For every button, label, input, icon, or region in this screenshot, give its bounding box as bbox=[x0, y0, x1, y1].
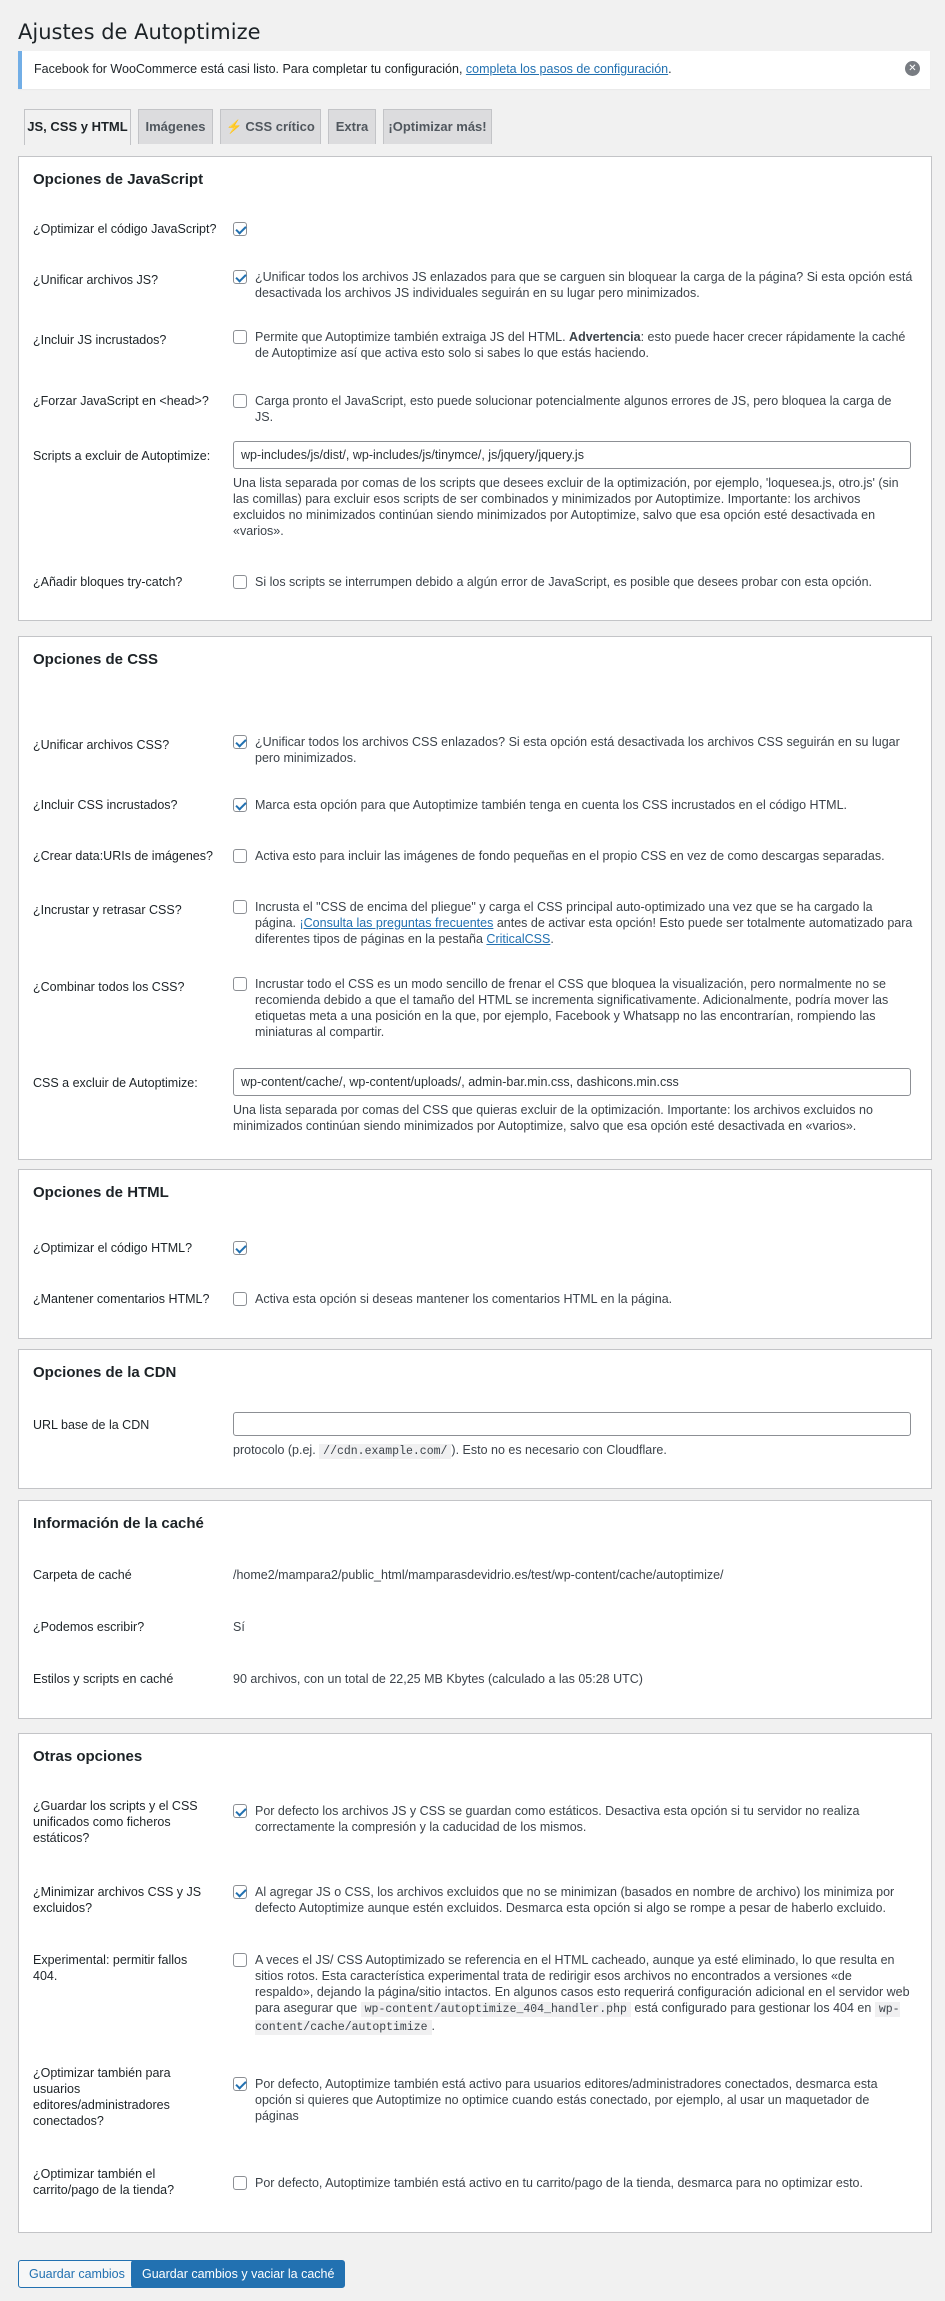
other-minexcl-desc: Al agregar JS o CSS, los archivos excluidos que no se minimizan (basados en nombre de archivo) los minimiza por defecto Autoptimize aunque estén excluidos. Desmarca esta opción si algo se rompe a pesar de haberlo excluido. bbox=[255, 1885, 895, 1915]
other-logged-checkbox[interactable] bbox=[233, 2077, 247, 2091]
css-defer-checkbox[interactable] bbox=[233, 900, 247, 914]
css-defer-desc-b: antes de activar esta opción! Esto puede ser totalmente automatizado para diferentes tipos de páginas en la pestaña bbox=[255, 916, 913, 946]
js-trycatch-label: ¿Añadir bloques try-catch? bbox=[33, 575, 183, 589]
js-exclude-input[interactable]: wp-includes/js/dist/, wp-includes/js/tinymce/, js/jquery/jquery.js bbox=[233, 441, 911, 469]
faq-link[interactable]: ¡Consulta las preguntas frecuentes bbox=[299, 916, 494, 930]
css-defer-desc bbox=[255, 899, 913, 947]
js-optimize-checkbox[interactable] bbox=[233, 222, 247, 236]
css-exclude-label: CSS a excluir de Autoptimize: bbox=[33, 1076, 198, 1090]
js-inline-label: ¿Incluir JS incrustados? bbox=[33, 333, 167, 347]
css-datauris-checkbox[interactable] bbox=[233, 849, 247, 863]
cache-writable-value: Sí bbox=[233, 1620, 245, 1634]
html-options-title: Opciones de HTML bbox=[33, 1184, 169, 1201]
tab-images[interactable]: Imágenes bbox=[138, 109, 213, 144]
tab-critical-css-label: CSS crítico bbox=[245, 119, 315, 134]
cache-writable-label: ¿Podemos escribir? bbox=[33, 1620, 145, 1634]
page-title: Ajustes de Autoptimize bbox=[18, 20, 261, 44]
other-logged-label: ¿Optimizar también para usuarios editores/administradores conectados? bbox=[33, 2066, 171, 2128]
js-inline-checkbox[interactable] bbox=[233, 330, 247, 344]
other-fallback-desc bbox=[255, 1952, 913, 2036]
tab-critical-css[interactable] bbox=[220, 109, 321, 144]
js-forcehead-desc: Carga pronto el JavaScript, esto puede solucionar potencialmente algunos errores de JS, pero bloquea la carga de JS. bbox=[255, 394, 892, 424]
js-forcehead-label: ¿Forzar JavaScript en <head>? bbox=[33, 394, 209, 408]
other-static-desc: Por defecto los archivos JS y CSS se guardan como estáticos. Desactiva esta opción si tu servidor no realiza correctamente la compresión y la caducidad de los mismos. bbox=[255, 1804, 860, 1834]
html-comments-label: ¿Mantener comentarios HTML? bbox=[33, 1292, 210, 1306]
css-exclude-input[interactable]: wp-content/cache/, wp-content/uploads/, admin-bar.min.css, dashicons.min.css bbox=[233, 1068, 911, 1096]
js-forcehead-checkbox[interactable] bbox=[233, 394, 247, 408]
html-optimize-checkbox[interactable] bbox=[233, 1241, 247, 1255]
js-exclude-help: Una lista separada por comas de los scripts que desees excluir de la optimización, por ejemplo, 'loquesea.js, otro.js' (sin las comillas) para excluir esos scripts de ser combinados y minimizados por Autoptimize. Importante: los archivos excluidos no minimizados continúan siendo minimizados por Autoptimize, salvo que esa opción esté desactivada en «varios». bbox=[233, 476, 899, 538]
save-clear-cache-button[interactable]: Guardar cambios y vaciar la caché bbox=[131, 2260, 345, 2288]
other-fallback-code1: wp-content/autoptimize_404_handler.php bbox=[361, 2002, 631, 2017]
cdn-help-b: ). Esto no es necesario con Cloudflare. bbox=[451, 1443, 667, 1457]
other-fallback-checkbox[interactable] bbox=[233, 1953, 247, 1967]
js-trycatch-desc: Si los scripts se interrumpen debido a algún error de JavaScript, es posible que desees probar con esta opción. bbox=[255, 575, 873, 589]
cdn-url-input[interactable] bbox=[233, 1412, 911, 1436]
cache-info-title: Información de la caché bbox=[33, 1515, 204, 1532]
css-defer-desc-a: Incrusta el "CSS de encima del pliegue" y carga el CSS principal auto-optimizado una vez que se ha cargado la página. bbox=[255, 900, 873, 930]
css-options-panel bbox=[18, 636, 932, 1160]
criticalcss-link[interactable]: CriticalCSS bbox=[486, 932, 551, 946]
other-fallback-desc-a: A veces el JS/ CSS Autoptimizado se referencia en el HTML cacheado, aunque ya esté eliminado, lo que resulta en sitios rotos. Esta característica experimental trata de redirigir esos archivos no encontrados a versiones «de respaldo», dejando la página/sitio intactos. En algunos casos esto requerirá configuración adicional en el servidor web para asegurar que bbox=[255, 1953, 910, 2015]
html-optimize-label: ¿Optimizar el código HTML? bbox=[33, 1241, 193, 1255]
other-fallback-label: Experimental: permitir fallos 404. bbox=[33, 1953, 188, 1983]
bolt-icon: ⚡ bbox=[226, 119, 243, 134]
js-options-panel bbox=[18, 156, 932, 621]
css-exclude-help: Una lista separada por comas del CSS que quieras excluir de la optimización. Importante: los archivos excluidos no minimizados continúan siendo minimizados por Autoptimize, salvo que esa opción esté desactivada en «varios». bbox=[233, 1103, 873, 1133]
other-cart-label: ¿Optimizar también el carrito/pago de la tienda? bbox=[33, 2167, 175, 2197]
cdn-options-panel bbox=[18, 1349, 932, 1489]
js-options-title: Opciones de JavaScript bbox=[33, 171, 204, 188]
notice-end: . bbox=[668, 62, 672, 76]
css-aggregate-desc: ¿Unificar todos los archivos CSS enlazados? Si esta opción está desactivada los archivos CSS seguirán en su lugar pero minimizados. bbox=[255, 735, 900, 765]
other-options-title: Otras opciones bbox=[33, 1748, 143, 1765]
html-options-panel bbox=[18, 1169, 932, 1339]
css-datauris-desc: Activa esto para incluir las imágenes de fondo pequeñas en el propio CSS en vez de como descargas separadas. bbox=[255, 849, 885, 863]
js-exclude-label: Scripts a excluir de Autoptimize: bbox=[33, 449, 211, 463]
cache-folder-label: Carpeta de caché bbox=[33, 1568, 132, 1582]
other-fallback-desc-b: está configurado para gestionar los 404 en bbox=[630, 2001, 875, 2015]
js-inline-desc-c: : esto puede hacer crecer rápidamente la caché de Autoptimize así que activa esto solo si sabes lo que estás haciendo. bbox=[255, 330, 906, 360]
other-logged-desc: Por defecto, Autoptimize también está activo para usuarios editores/administradores conectados, desmarca esta opción si quieres que Autoptimize no optimice cuando estás conectado, por ejemplo, al usar un maquetador de páginas bbox=[255, 2077, 878, 2123]
css-inlineall-checkbox[interactable] bbox=[233, 977, 247, 991]
other-cart-checkbox[interactable] bbox=[233, 2176, 247, 2190]
css-aggregate-checkbox[interactable] bbox=[233, 735, 247, 749]
cache-info-panel bbox=[18, 1500, 932, 1719]
css-inline-label: ¿Incluir CSS incrustados? bbox=[33, 798, 178, 812]
other-cart-desc: Por defecto, Autoptimize también está activo en tu carrito/pago de la tienda, desmarca para no optimizar esto. bbox=[255, 2176, 863, 2190]
css-defer-desc-c: . bbox=[550, 932, 554, 946]
css-inline-desc: Marca esta opción para que Autoptimize también tenga en cuenta los CSS incrustados en el código HTML. bbox=[255, 798, 848, 812]
cdn-url-label: URL base de la CDN bbox=[33, 1418, 150, 1432]
html-comments-checkbox[interactable] bbox=[233, 1292, 247, 1306]
css-inlineall-label: ¿Combinar todos los CSS? bbox=[33, 980, 185, 994]
js-inline-desc-a: Permite que Autoptimize también extraiga JS del HTML. bbox=[255, 330, 570, 344]
css-aggregate-label: ¿Unificar archivos CSS? bbox=[33, 738, 170, 752]
tab-js-css-html[interactable]: JS, CSS y HTML bbox=[24, 109, 131, 145]
cdn-help-a: protocolo (p.ej. bbox=[233, 1443, 320, 1457]
css-defer-label: ¿Incrustar y retrasar CSS? bbox=[33, 903, 182, 917]
js-aggregate-desc: ¿Unificar todos los archivos JS enlazados para que se carguen sin bloquear la carga de la página? Si esta opción está desactivada los archivos JS individuales seguirán en su lugar pero minimizados. bbox=[255, 270, 913, 300]
notice-setup-link[interactable]: completa los pasos de configuración bbox=[465, 62, 669, 76]
tab-optimize-more[interactable]: ¡Optimizar más! bbox=[383, 109, 492, 144]
js-inline-warning: Advertencia bbox=[569, 330, 641, 344]
other-minexcl-checkbox[interactable] bbox=[233, 1885, 247, 1899]
js-inline-desc bbox=[255, 329, 913, 361]
cache-size-value: 90 archivos, con un total de 22,25 MB Kbytes (calculado a las 05:28 UTC) bbox=[233, 1672, 643, 1686]
dismiss-icon[interactable]: ✕ bbox=[905, 61, 920, 76]
js-aggregate-label: ¿Unificar archivos JS? bbox=[33, 273, 159, 287]
js-aggregate-checkbox[interactable] bbox=[233, 270, 247, 284]
other-options-panel bbox=[18, 1733, 932, 2233]
save-button[interactable]: Guardar cambios bbox=[18, 2260, 136, 2288]
css-inlineall-desc: Incrustar todo el CSS es un modo sencillo de frenar el CSS que bloquea la visualización, pero normalmente no se recomienda debido a que el tamaño del HTML se incrementa significativamente. Adicionalmente, podría mover las etiquetas meta a una posición en la que, por ejemplo, Facebook y Whatsapp no las encontrarían, rompiendo las miniaturas al compartir. bbox=[255, 977, 889, 1039]
js-trycatch-checkbox[interactable] bbox=[233, 575, 247, 589]
cdn-options-title: Opciones de la CDN bbox=[33, 1364, 177, 1381]
other-minexcl-label: ¿Minimizar archivos CSS y JS excluidos? bbox=[33, 1885, 202, 1915]
other-fallback-code2: wp-content/cache/autoptimize bbox=[255, 2003, 900, 2034]
html-comments-desc: Activa esta opción si deseas mantener los comentarios HTML en la página. bbox=[255, 1292, 673, 1306]
cache-folder-value: /home2/mampara2/public_html/mamparasdevidrio.es/test/wp-content/cache/autoptimize/ bbox=[233, 1568, 724, 1582]
css-datauris-label: ¿Crear data:URIs de imágenes? bbox=[33, 849, 213, 863]
other-static-label: ¿Guardar los scripts y el CSS unificados como ficheros estáticos? bbox=[33, 1799, 198, 1845]
js-optimize-label: ¿Optimizar el código JavaScript? bbox=[33, 222, 217, 236]
css-inline-checkbox[interactable] bbox=[233, 798, 247, 812]
cache-size-label: Estilos y scripts en caché bbox=[33, 1672, 174, 1686]
other-fallback-desc-c: . bbox=[431, 2019, 436, 2033]
notice-text: Facebook for WooCommerce está casi listo. Para completar tu configuración, bbox=[34, 62, 466, 76]
facebook-notice bbox=[18, 51, 930, 89]
css-options-title: Opciones de CSS bbox=[33, 651, 159, 668]
cdn-help-code: //cdn.example.com/ bbox=[319, 1444, 451, 1459]
tab-extra[interactable]: Extra bbox=[328, 109, 376, 144]
other-static-checkbox[interactable] bbox=[233, 1804, 247, 1818]
cdn-help bbox=[233, 1442, 913, 1460]
